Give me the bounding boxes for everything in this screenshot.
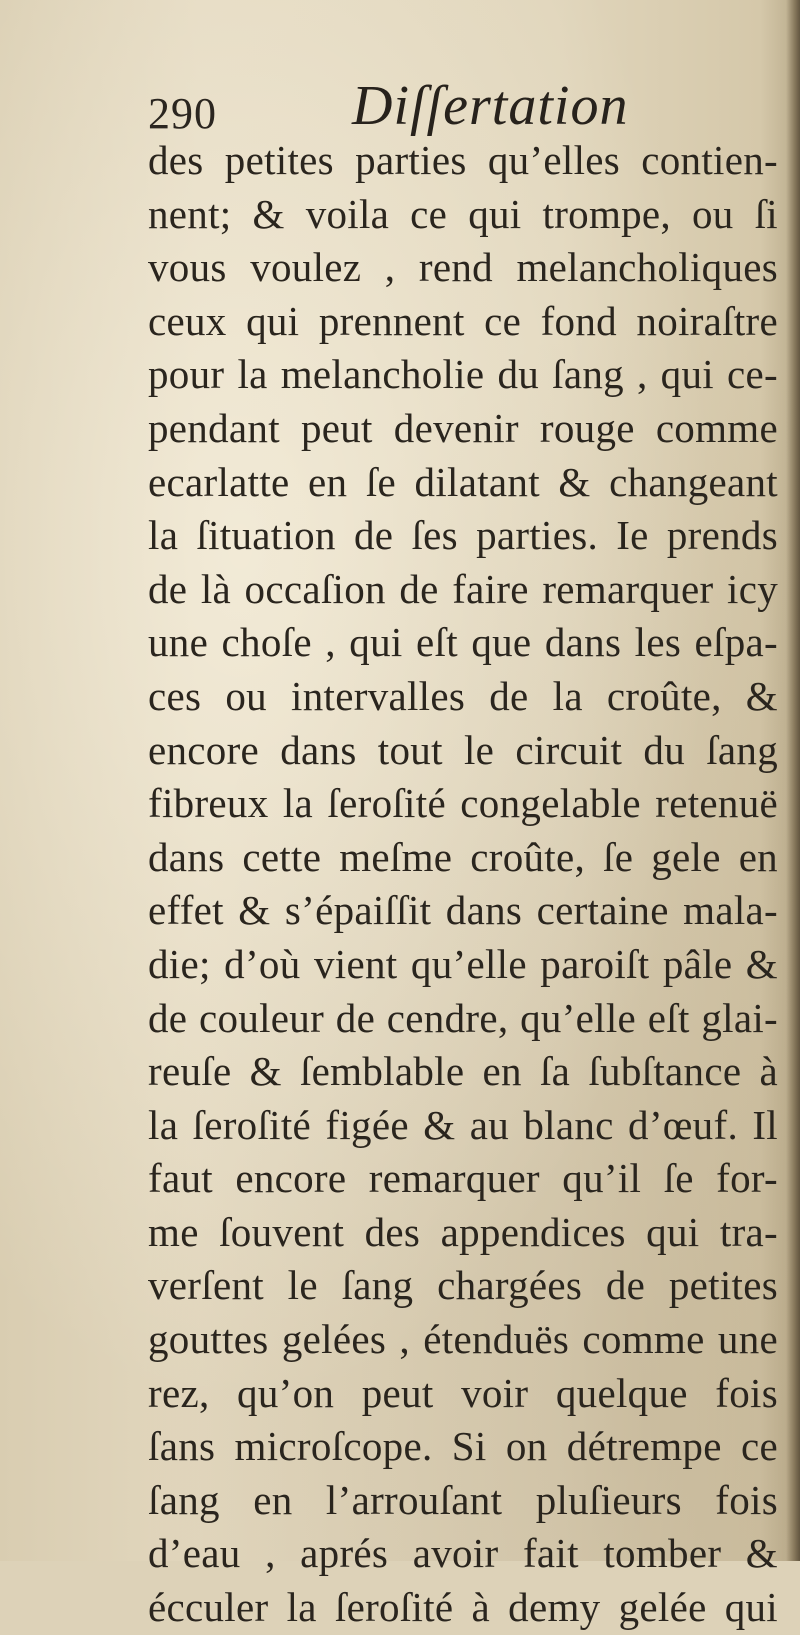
text-line: une choſe , qui eſt que dans les eſpa- [148,619,778,666]
text-line: de là occaſion de faire remarquer icy [148,565,778,612]
text-line: verſent le ſang chargées de petites [148,1262,778,1309]
text-line: vous voulez , rend melancholiques [148,244,778,291]
text-line: des petites parties qu’elles contien- [148,137,778,183]
text-line: ces ou intervalles de la croûte, & [148,672,778,719]
text-line: ceux qui prennent ce fond noiraſtre [148,297,778,344]
text-line: encore dans tout le circuit du ſang [148,726,778,773]
running-title: Diſſertation [352,75,629,137]
text-line: faut encore remarquer qu’il ſe for- [148,1155,778,1202]
text-line: de couleur de cendre, qu’elle eſt glai- [148,994,778,1041]
text-line: me ſouvent des appendices qui tra- [148,1208,778,1255]
text-line: die; d’où vient qu’elle paroiſt pâle & [148,940,778,987]
text-line: la ſeroſité figée & au blanc d’œuf. Il [148,1101,778,1148]
text-line: écculer la ſeroſité à demy gelée qui [148,1584,778,1631]
text-line: ſans microſcope. Si on détrempe ce [148,1423,778,1470]
text-line: reuſe & ſemblable en ſa ſubſtance à [148,1048,778,1095]
text-line: dans cette meſme croûte, ſe gele en [148,833,778,880]
text-line: d’eau , aprés avoir fait tomber & [148,1530,778,1577]
text-line: ecarlatte en ſe dilatant & changeant [148,458,778,505]
text-line: nent; & voila ce qui trompe, ou ſi [148,190,778,237]
page-edge-shadow [786,0,800,1561]
body-text [148,134,778,1635]
text-line: ſang en l’arrouſant pluſieurs fois [148,1476,778,1523]
text-line: effet & s’épaiſſit dans certaine mala- [148,887,778,934]
page-number: 290 [148,89,217,138]
text-line: pendant peut devenir rouge comme [148,404,778,451]
text-line: rez, qu’on peut voir quelque fois [148,1369,778,1416]
text-line: gouttes gelées , étenduës comme une [148,1316,778,1363]
text-line: la ſituation de ſes parties. Ie prends [148,512,778,559]
text-line: fibreux la ſeroſité congelable retenuë [148,780,778,827]
text-line: pour la melancholie du ſang , qui ce- [148,351,778,398]
